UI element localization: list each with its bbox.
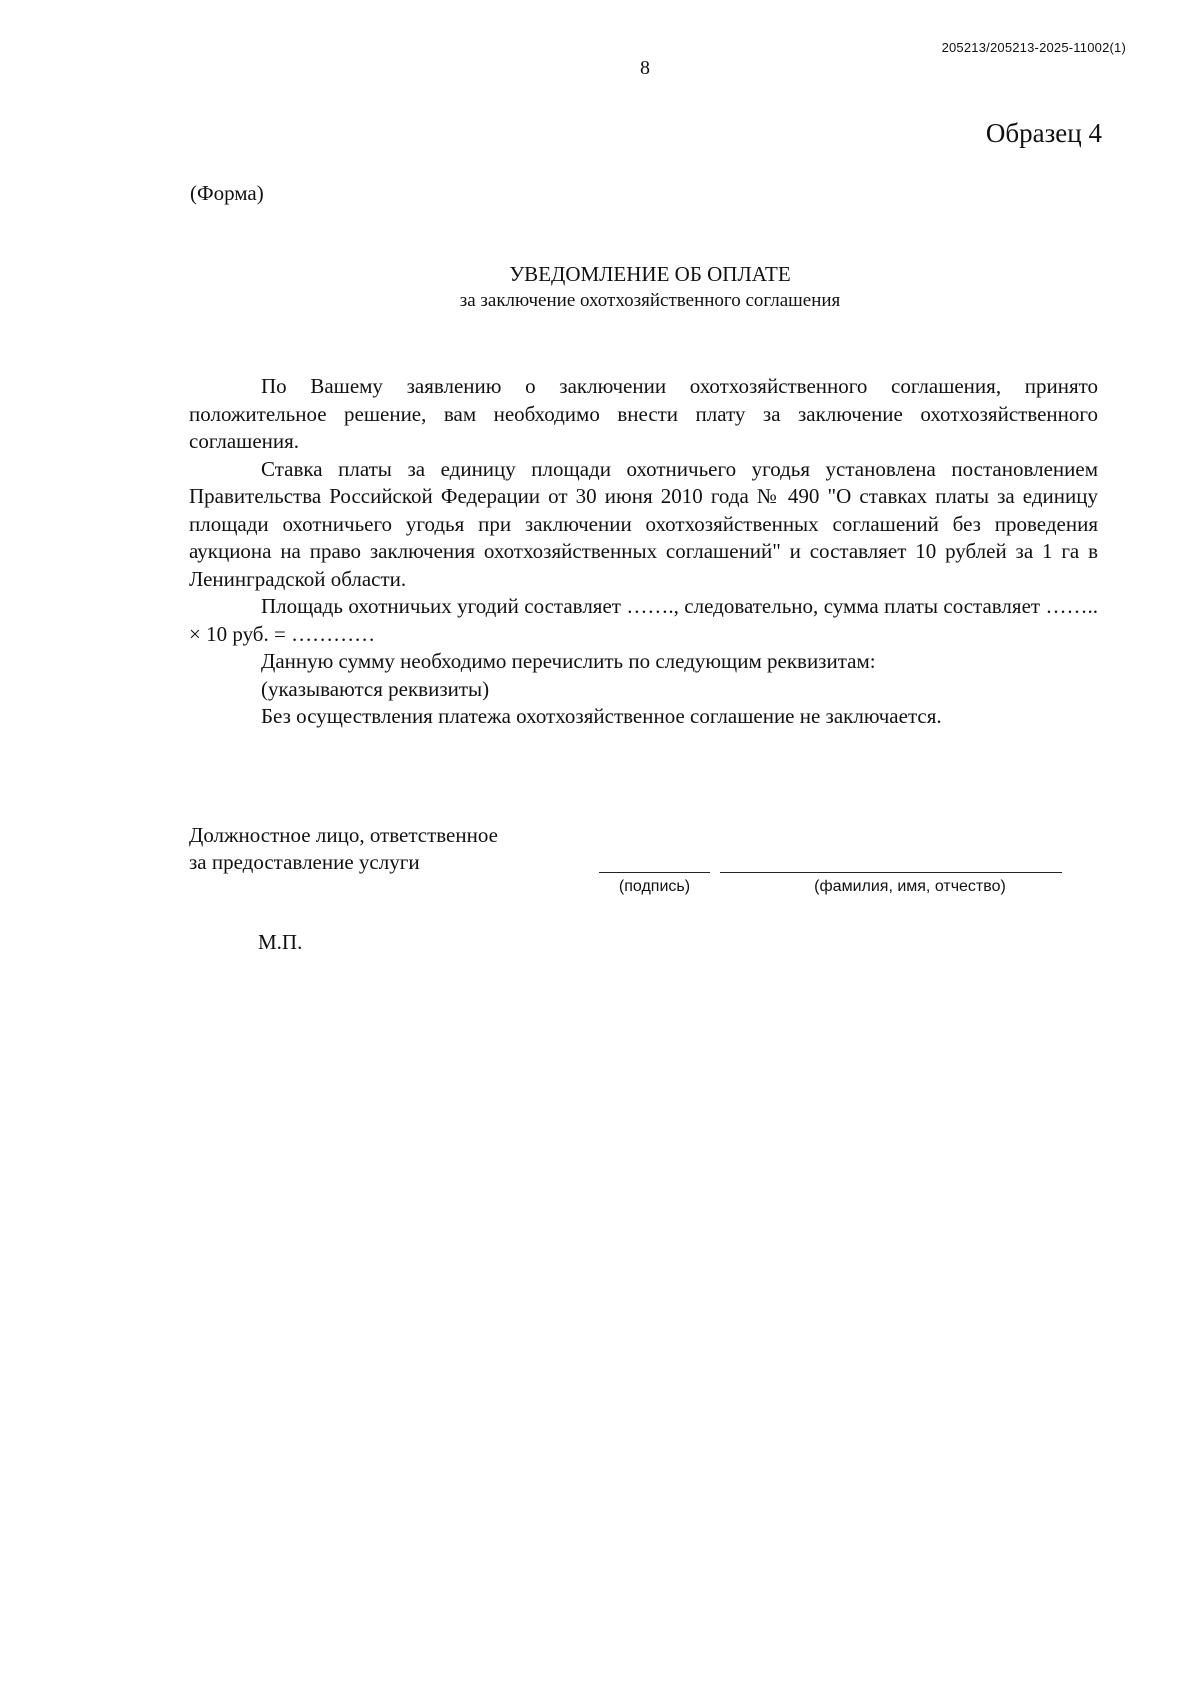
name-caption: (фамилия, имя, отчество) bbox=[814, 878, 1006, 895]
official-block bbox=[189, 822, 498, 876]
sample-label: Образец 4 bbox=[985, 118, 1102, 148]
document-title: УВЕДОМЛЕНИЕ ОБ ОПЛАТЕ bbox=[509, 262, 791, 286]
stamp-label: М.П. bbox=[258, 930, 303, 954]
paragraph-requisites: (указываются реквизиты) bbox=[261, 676, 490, 701]
paragraph-no-payment: Без осуществления платежа охотхозяйственное соглашение не заключается. bbox=[261, 704, 942, 728]
official-title-line1: Должностное лицо, ответственное bbox=[189, 823, 498, 847]
official-title-line2: за предоставление услуги bbox=[189, 850, 420, 874]
form-label: (Форма) bbox=[190, 181, 264, 205]
document-subtitle: за заключение охотхозяйственного соглашения bbox=[459, 290, 841, 311]
paragraph-rate: Ставка платы за единицу площади охотничьего угодья установлена постановлением Правительства Российской Федерации от 30 июня 2010 года № 490 "О ставках платы за единицу площади охотничьего угодья при заключении охотхозяйственных соглашений без проведения аукциона на право заключения охотхозяйственных соглашений" и составляет 10 рублей за 1 га в Ленинградской области. bbox=[189, 456, 1098, 591]
paragraph-decision: По Вашему заявлению о заключении охотхозяйственного соглашения, принято положительное решение, вам необходимо внести плату за заключение охотхозяйственного соглашения. bbox=[189, 374, 1098, 453]
paragraph-transfer: Данную сумму необходимо перечислить по следующим реквизитам: bbox=[261, 649, 876, 673]
document-id: 205213/205213-2025-11002(1) bbox=[941, 40, 1126, 55]
paragraph-area-sum: Площадь охотничьих угодий составляет ……., следовательно, сумма платы составляет …….. × 10 руб. = ………… bbox=[189, 594, 1098, 646]
page-number: 8 bbox=[640, 57, 650, 79]
name-line bbox=[720, 872, 1062, 873]
signature-caption: (подпись) bbox=[618, 878, 691, 895]
signature-line bbox=[599, 872, 710, 873]
document-body bbox=[189, 373, 1098, 731]
